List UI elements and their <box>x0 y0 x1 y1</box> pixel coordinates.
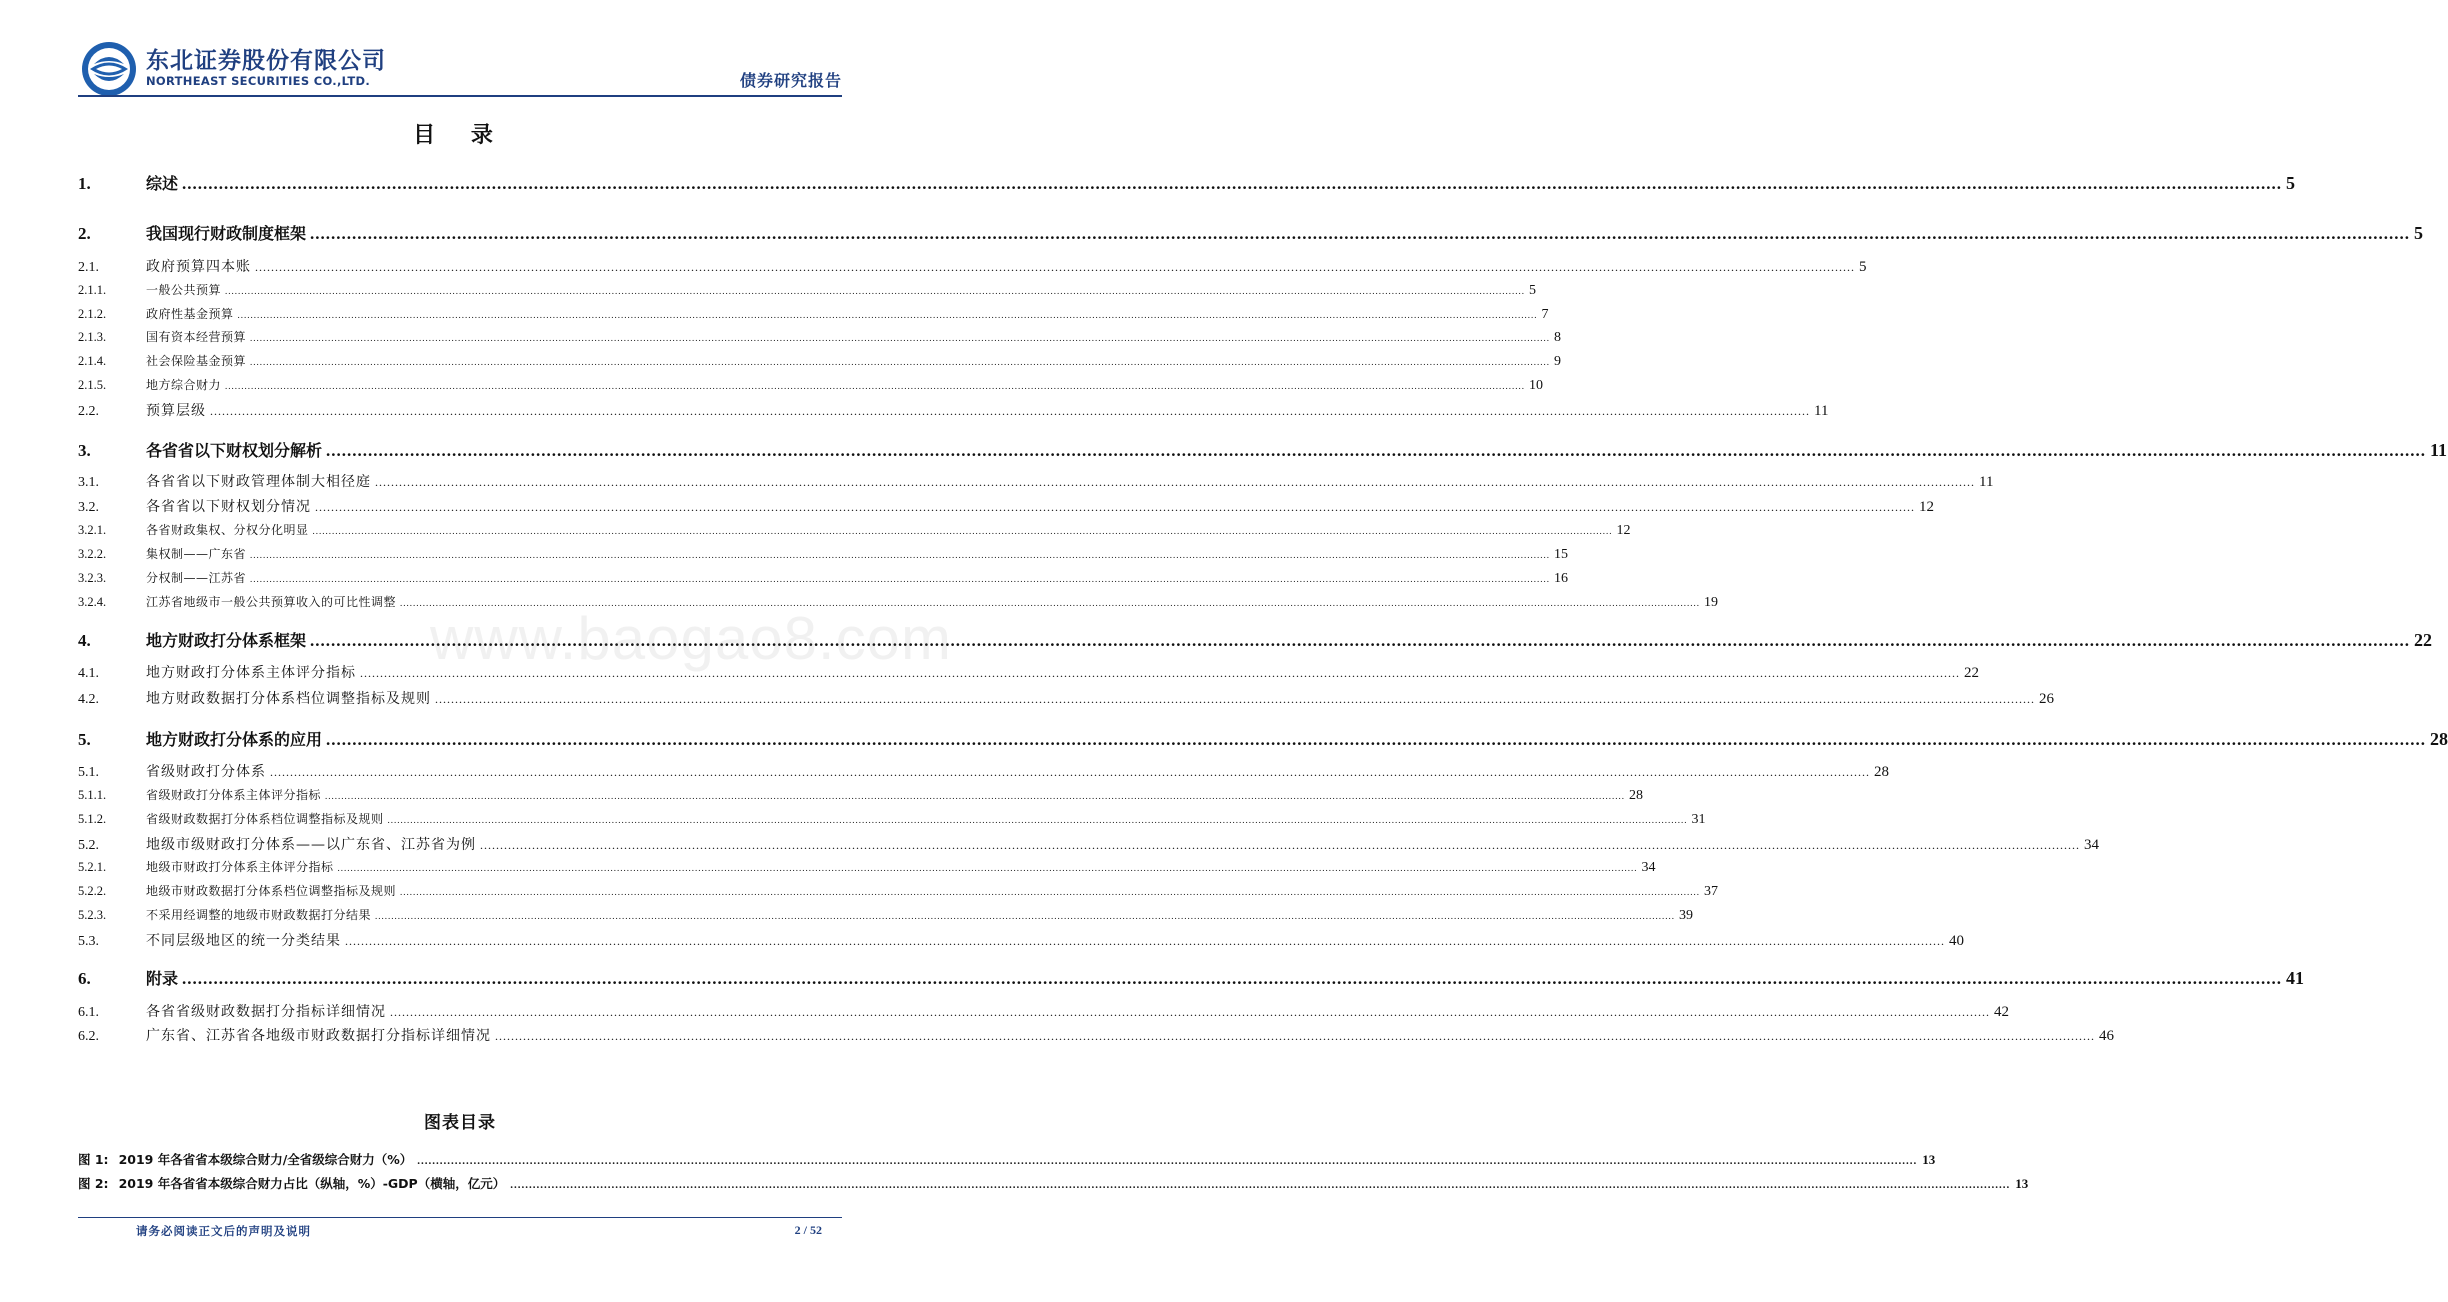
toc-entry-label: 我国现行财政制度框架 <box>146 224 307 243</box>
toc-entry-number: 2.2. <box>78 404 99 419</box>
toc-entry[interactable] <box>78 834 2099 854</box>
toc-entry-label: 各省省以下财权划分情况 <box>146 499 311 515</box>
toc-entry-page: 31 <box>1691 812 1706 827</box>
toc-entry-number: 6.2. <box>78 1029 99 1044</box>
figure-entry[interactable] <box>78 1150 1936 1168</box>
toc-entry-number: 1. <box>78 174 91 193</box>
toc-leader-dots: ................................................................................................................................................................................................................................................................................................................................................................................................................ <box>400 887 1701 897</box>
toc-entry-page: 11 <box>2430 440 2448 460</box>
page-header <box>0 0 920 100</box>
toc-entry-label: 各省省以下财权划分解析 <box>146 441 323 460</box>
toc-entry-page: 12 <box>1616 523 1631 538</box>
toc-entry[interactable] <box>78 305 1549 323</box>
toc-entry-number: 3.2.2. <box>78 547 107 561</box>
toc-entry-label: 江苏省地级市一般公共预算收入的可比性调整 <box>146 595 397 609</box>
toc-leader-dots: ................................................................................................................................................................................................................................................................................................................................................................................................................ <box>345 934 1945 948</box>
toc-entry-page: 5 <box>2414 223 2424 243</box>
figure-list-title: 图表目录 <box>424 1113 496 1133</box>
toc-entry[interactable] <box>78 171 2296 194</box>
toc-leader-dots: ................................................................................................................................................................................................................................................................................................................................................................................................................ <box>310 224 2411 243</box>
toc-entry-page: 11 <box>1814 403 1829 419</box>
toc-entry-page: 5 <box>2286 173 2296 193</box>
toc-entry-number: 6. <box>78 969 91 988</box>
toc-entry[interactable] <box>78 256 1867 276</box>
toc-entry-page: 37 <box>1704 884 1719 899</box>
toc-leader-dots: ................................................................................................................................................................................................................................................................................................................................................................................................................ <box>326 730 2427 749</box>
toc-leader-dots: ................................................................................................................................................................................................................................................................................................................................................................................................................ <box>250 357 1551 367</box>
toc-entry[interactable] <box>78 858 1656 876</box>
watermark: www.baogao8.com <box>430 605 952 672</box>
toc-entry-label: 集权制——广东省 <box>146 547 247 561</box>
toc-entry-number: 2. <box>78 224 91 243</box>
figure-entry-number: 图 1: <box>78 1152 109 1167</box>
figure-entry-page: 13 <box>2015 1176 2029 1191</box>
toc-entry-label: 附录 <box>146 969 179 988</box>
toc-entry-label: 各省省以下财政管理体制大相径庭 <box>146 474 371 490</box>
toc-entry-label: 政府预算四本账 <box>146 259 251 275</box>
toc-entry[interactable] <box>78 438 2448 461</box>
toc-entry-number: 3.2.4. <box>78 595 107 609</box>
toc-entry-number: 3.1. <box>78 475 99 490</box>
toc-entry[interactable] <box>78 761 1889 781</box>
toc-entry-page: 26 <box>2039 691 2054 707</box>
toc-leader-dots: ................................................................................................................................................................................................................................................................................................................................................................................................................ <box>182 174 2283 193</box>
toc-entry[interactable] <box>78 1001 2009 1021</box>
toc-entry-page: 28 <box>1629 788 1644 803</box>
toc-entry[interactable] <box>78 786 1644 804</box>
toc-entry[interactable] <box>78 221 2424 244</box>
toc-entry[interactable] <box>78 471 1994 491</box>
toc-leader-dots: ................................................................................................................................................................................................................................................................................................................................................................................................................ <box>375 475 1975 489</box>
toc-entry-number: 3. <box>78 441 91 460</box>
toc-leader-dots: ................................................................................................................................................................................................................................................................................................................................................................................................................ <box>400 598 1701 608</box>
toc-entry-label: 地方财政打分体系的应用 <box>146 730 323 749</box>
toc-leader-dots: ................................................................................................................................................................................................................................................................................................................................................................................................................ <box>250 574 1551 584</box>
figure-leader-dots: ................................................................................................................................................................................................................................................................................................................................................................................................................ <box>417 1155 1918 1167</box>
toc-entry[interactable] <box>78 400 1829 420</box>
toc-leader-dots: ................................................................................................................................................................................................................................................................................................................................................................................................................ <box>390 1005 1990 1019</box>
toc-entry-number: 2.1.5. <box>78 378 107 392</box>
toc-entry-number: 4.1. <box>78 666 99 681</box>
toc-entry-label: 国有资本经营预算 <box>146 330 247 344</box>
company-name-en: NORTHEAST SECURITIES CO.,LTD. <box>146 74 370 88</box>
company-name-cn: 东北证券股份有限公司 <box>146 48 386 74</box>
toc-entry-page: 12 <box>1919 499 1934 515</box>
toc-entry[interactable] <box>78 906 1694 924</box>
toc-entry-page: 10 <box>1529 378 1544 393</box>
figure-entry-page: 13 <box>1922 1152 1936 1167</box>
toc-leader-dots: ................................................................................................................................................................................................................................................................................................................................................................................................................ <box>326 441 2427 460</box>
toc-entry-label: 地方财政打分体系主体评分指标 <box>146 665 356 681</box>
toc-entry-number: 5.2. <box>78 838 99 853</box>
toc-entry[interactable] <box>78 281 1537 299</box>
toc-entry[interactable] <box>78 545 1569 563</box>
toc-entry-label: 地级市财政打分体系主体评分指标 <box>146 860 334 874</box>
figure-entry[interactable] <box>78 1174 2029 1192</box>
toc-entry[interactable] <box>78 496 1934 516</box>
figure-leader-dots: ................................................................................................................................................................................................................................................................................................................................................................................................................ <box>510 1179 2011 1191</box>
figure-entry-number: 图 2: <box>78 1176 109 1191</box>
toc-leader-dots: ................................................................................................................................................................................................................................................................................................................................................................................................................ <box>375 911 1676 921</box>
report-type: 债券研究报告 <box>739 71 842 90</box>
toc-entry[interactable] <box>78 930 1964 950</box>
toc-leader-dots: ................................................................................................................................................................................................................................................................................................................................................................................................................ <box>325 791 1626 801</box>
toc-entry[interactable] <box>78 966 2305 989</box>
page-indicator: 2 / 52 <box>794 1223 822 1237</box>
toc-leader-dots: ................................................................................................................................................................................................................................................................................................................................................................................................................ <box>360 666 1960 680</box>
toc-entry-page: 46 <box>2099 1028 2114 1044</box>
toc-entry-label: 地方综合财力 <box>146 378 222 392</box>
toc-entry-label: 分权制——江苏省 <box>146 571 247 585</box>
toc-entry-number: 2.1.1. <box>78 283 107 297</box>
toc-entry[interactable] <box>78 328 1562 346</box>
toc-entry-page: 11 <box>1979 474 1994 490</box>
toc-leader-dots: ................................................................................................................................................................................................................................................................................................................................................................................................................ <box>225 286 1526 296</box>
toc-entry-number: 5.2.3. <box>78 908 107 922</box>
toc-entry[interactable] <box>78 569 1569 587</box>
toc-entry-page: 34 <box>2084 837 2099 853</box>
toc-leader-dots: ................................................................................................................................................................................................................................................................................................................................................................................................................ <box>337 863 1638 873</box>
toc-entry-number: 4. <box>78 631 91 650</box>
toc-entry-page: 22 <box>2414 630 2433 650</box>
toc-entry-page: 39 <box>1679 908 1694 923</box>
toc-entry-page: 28 <box>1874 764 1889 780</box>
toc-leader-dots: ................................................................................................................................................................................................................................................................................................................................................................................................................ <box>250 333 1551 343</box>
toc-leader-dots: ................................................................................................................................................................................................................................................................................................................................................................................................................ <box>315 500 1915 514</box>
toc-entry-number: 5.2.1. <box>78 860 107 874</box>
toc-entry-label: 预算层级 <box>146 403 206 419</box>
toc-leader-dots: ................................................................................................................................................................................................................................................................................................................................................................................................................ <box>182 969 2283 988</box>
toc-entry-page: 15 <box>1554 547 1569 562</box>
toc-leader-dots: ................................................................................................................................................................................................................................................................................................................................................................................................................ <box>310 631 2411 650</box>
toc-leader-dots: ................................................................................................................................................................................................................................................................................................................................................................................................................ <box>480 838 2080 852</box>
toc-entry-label: 综述 <box>146 174 179 193</box>
toc-leader-dots: ................................................................................................................................................................................................................................................................................................................................................................................................................ <box>237 310 1538 320</box>
toc-entry-page: 22 <box>1964 665 1979 681</box>
toc-leader-dots: ................................................................................................................................................................................................................................................................................................................................................................................................................ <box>255 260 1855 274</box>
toc-entry-page: 19 <box>1704 595 1719 610</box>
toc-entry-number: 5.1.2. <box>78 812 107 826</box>
toc-entry-number: 2.1. <box>78 260 99 275</box>
toc-entry-number: 5.1. <box>78 765 99 780</box>
toc-entry-label: 一般公共预算 <box>146 283 222 297</box>
toc-entry-number: 2.1.4. <box>78 354 107 368</box>
toc-entry-label: 地方财政打分体系框架 <box>146 631 307 650</box>
toc-entry-page: 16 <box>1554 571 1569 586</box>
toc-entry[interactable] <box>78 727 2448 750</box>
toc-entry[interactable] <box>78 521 1631 539</box>
toc-entry-number: 3.2.3. <box>78 571 107 585</box>
header-divider <box>78 95 842 97</box>
toc-entry-label: 省级财政数据打分体系档位调整指标及规则 <box>146 812 384 826</box>
toc-entry-page: 8 <box>1554 330 1562 345</box>
toc-entry[interactable] <box>78 810 1706 828</box>
toc-entry-number: 3.2.1. <box>78 523 107 537</box>
toc-entry-page: 41 <box>2286 968 2305 988</box>
toc-entry-label: 地级市财政数据打分体系档位调整指标及规则 <box>146 884 397 898</box>
figure-entry-label: 2019 年各省省本级综合财力占比（纵轴，%）-GDP（横轴，亿元） <box>118 1176 506 1191</box>
toc-leader-dots: ................................................................................................................................................................................................................................................................................................................................................................................................................ <box>225 381 1526 391</box>
toc-entry-label: 政府性基金预算 <box>146 307 234 321</box>
toc-entry-page: 5 <box>1859 259 1867 275</box>
toc-entry-page: 42 <box>1994 1004 2009 1020</box>
toc-entry-number: 5. <box>78 730 91 749</box>
toc-entry-number: 5.3. <box>78 934 99 949</box>
toc-entry[interactable] <box>78 688 2054 708</box>
toc-entry-label: 社会保险基金预算 <box>146 354 247 368</box>
toc-leader-dots: ................................................................................................................................................................................................................................................................................................................................................................................................................ <box>312 526 1613 536</box>
toc-entry-page: 40 <box>1949 933 1964 949</box>
toc-title: 目 录 <box>413 123 507 148</box>
toc-entry-label: 不采用经调整的地级市财政数据打分结果 <box>146 908 372 922</box>
toc-leader-dots: ................................................................................................................................................................................................................................................................................................................................................................................................................ <box>435 692 2035 706</box>
toc-entry-page: 28 <box>2430 729 2448 749</box>
toc-leader-dots: ................................................................................................................................................................................................................................................................................................................................................................................................................ <box>387 815 1688 825</box>
toc-entry-number: 2.1.3. <box>78 330 107 344</box>
toc-entry-number: 3.2. <box>78 500 99 515</box>
toc-entry-number: 4.2. <box>78 692 99 707</box>
toc-entry-label: 省级财政打分体系 <box>146 764 266 780</box>
toc-entry-label: 地级市级财政打分体系——以广东省、江苏省为例 <box>146 837 476 853</box>
toc-entry[interactable] <box>78 882 1719 900</box>
toc-entry-label: 各省财政集权、分权分化明显 <box>146 523 309 537</box>
toc-entry[interactable] <box>78 376 1544 394</box>
toc-entry-label: 广东省、江苏省各地级市财政数据打分指标详细情况 <box>146 1028 491 1044</box>
toc-entry-page: 34 <box>1641 860 1656 875</box>
company-logo-icon <box>80 40 138 98</box>
toc-entry-label: 地方财政数据打分体系档位调整指标及规则 <box>146 691 431 707</box>
toc-entry-number: 5.2.2. <box>78 884 107 898</box>
toc-entry-page: 7 <box>1541 307 1549 322</box>
footer-divider <box>78 1217 842 1218</box>
toc-leader-dots: ................................................................................................................................................................................................................................................................................................................................................................................................................ <box>270 765 1870 779</box>
toc-entry-number: 5.1.1. <box>78 788 107 802</box>
toc-entry-page: 9 <box>1554 354 1562 369</box>
toc-entry-page: 5 <box>1529 283 1537 298</box>
toc-entry-number: 2.1.2. <box>78 307 107 321</box>
toc-leader-dots: ................................................................................................................................................................................................................................................................................................................................................................................................................ <box>250 550 1551 560</box>
toc-entry-label: 省级财政打分体系主体评分指标 <box>146 788 322 802</box>
toc-entry-label: 各省省级财政数据打分指标详细情况 <box>146 1004 386 1020</box>
toc-entry-label: 不同层级地区的统一分类结果 <box>146 933 341 949</box>
toc-leader-dots: ................................................................................................................................................................................................................................................................................................................................................................................................................ <box>210 404 1810 418</box>
footer-disclaimer: 请务必阅读正文后的声明及说明 <box>136 1224 311 1238</box>
toc-entry[interactable] <box>78 352 1562 370</box>
toc-entry-number: 6.1. <box>78 1005 99 1020</box>
toc-leader-dots: ................................................................................................................................................................................................................................................................................................................................................................................................................ <box>495 1029 2095 1043</box>
toc-entry[interactable] <box>78 1025 2114 1045</box>
figure-entry-label: 2019 年各省省本级综合财力/全省级综合财力（%） <box>118 1152 413 1167</box>
